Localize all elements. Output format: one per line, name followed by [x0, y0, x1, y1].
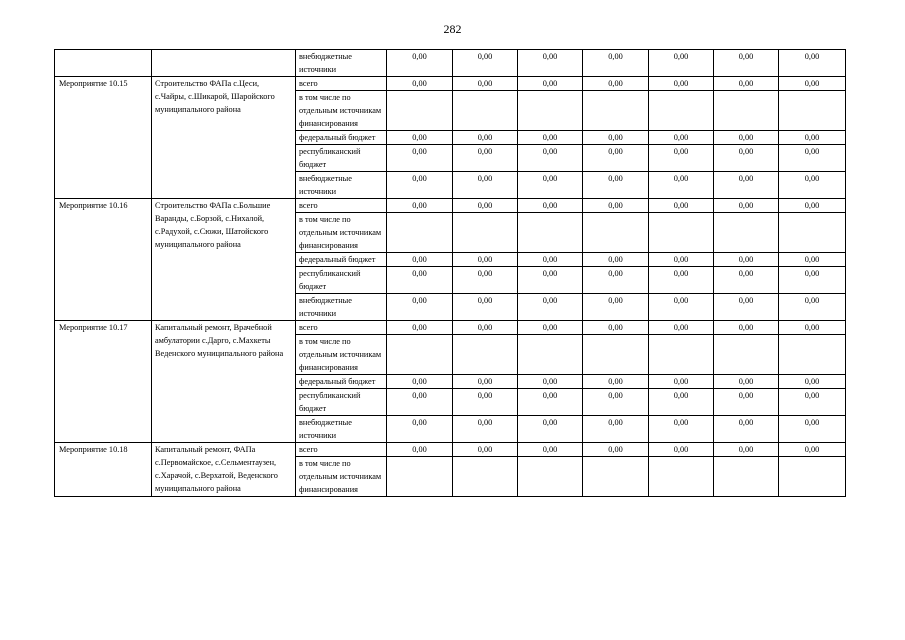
amount-cell: 0,00 — [387, 416, 453, 443]
amount-cell — [583, 457, 649, 497]
amount-cell: 0,00 — [387, 253, 453, 267]
amount-cell: 0,00 — [649, 199, 714, 213]
event-name-cell: Капитальный ремонт, Врачебной амбулатории с.Дарго, с.Махкеты Веденского муниципального района — [152, 321, 296, 443]
amount-cell — [714, 91, 779, 131]
amount-cell: 0,00 — [714, 416, 779, 443]
amount-cell: 0,00 — [583, 416, 649, 443]
amount-cell — [518, 91, 583, 131]
amount-cell: 0,00 — [453, 253, 518, 267]
amount-cell: 0,00 — [583, 172, 649, 199]
amount-cell: 0,00 — [779, 294, 846, 321]
amount-cell — [453, 335, 518, 375]
amount-cell: 0,00 — [714, 267, 779, 294]
amount-cell: 0,00 — [387, 50, 453, 77]
amount-cell: 0,00 — [387, 389, 453, 416]
amount-cell — [649, 91, 714, 131]
amount-cell: 0,00 — [779, 267, 846, 294]
amount-cell — [779, 335, 846, 375]
funding-source-cell: всего — [296, 321, 387, 335]
amount-cell: 0,00 — [453, 131, 518, 145]
amount-cell: 0,00 — [714, 131, 779, 145]
amount-cell: 0,00 — [714, 375, 779, 389]
amount-cell: 0,00 — [779, 389, 846, 416]
amount-cell: 0,00 — [583, 77, 649, 91]
amount-cell — [387, 213, 453, 253]
amount-cell: 0,00 — [779, 253, 846, 267]
amount-cell: 0,00 — [649, 416, 714, 443]
amount-cell — [387, 457, 453, 497]
amount-cell: 0,00 — [518, 267, 583, 294]
funding-source-cell: в том числе по отдельным источникам финансирования — [296, 457, 387, 497]
amount-cell: 0,00 — [387, 443, 453, 457]
amount-cell: 0,00 — [453, 416, 518, 443]
amount-cell: 0,00 — [387, 321, 453, 335]
amount-cell: 0,00 — [453, 172, 518, 199]
amount-cell — [583, 91, 649, 131]
amount-cell: 0,00 — [518, 321, 583, 335]
amount-cell — [453, 213, 518, 253]
amount-cell: 0,00 — [583, 50, 649, 77]
amount-cell: 0,00 — [649, 267, 714, 294]
amount-cell — [583, 213, 649, 253]
funding-source-cell: всего — [296, 77, 387, 91]
funding-source-cell: внебюджетные источники — [296, 294, 387, 321]
amount-cell: 0,00 — [649, 389, 714, 416]
amount-cell: 0,00 — [387, 145, 453, 172]
amount-cell: 0,00 — [518, 443, 583, 457]
amount-cell: 0,00 — [779, 416, 846, 443]
amount-cell: 0,00 — [453, 199, 518, 213]
amount-cell: 0,00 — [518, 131, 583, 145]
amount-cell: 0,00 — [518, 145, 583, 172]
amount-cell: 0,00 — [387, 199, 453, 213]
table-row — [55, 199, 846, 213]
amount-cell: 0,00 — [779, 443, 846, 457]
amount-cell: 0,00 — [714, 294, 779, 321]
amount-cell: 0,00 — [583, 267, 649, 294]
funding-source-cell: федеральный бюджет — [296, 375, 387, 389]
amount-cell: 0,00 — [583, 321, 649, 335]
amount-cell — [649, 213, 714, 253]
funding-source-cell: федеральный бюджет — [296, 131, 387, 145]
amount-cell: 0,00 — [453, 389, 518, 416]
amount-cell: 0,00 — [518, 375, 583, 389]
amount-cell: 0,00 — [779, 77, 846, 91]
funding-source-cell: в том числе по отдельным источникам финансирования — [296, 213, 387, 253]
amount-cell: 0,00 — [453, 145, 518, 172]
amount-cell — [387, 91, 453, 131]
table-row — [55, 443, 846, 457]
amount-cell — [779, 457, 846, 497]
amount-cell: 0,00 — [518, 50, 583, 77]
amount-cell — [779, 91, 846, 131]
amount-cell: 0,00 — [518, 172, 583, 199]
amount-cell: 0,00 — [649, 50, 714, 77]
amount-cell: 0,00 — [714, 253, 779, 267]
table-row — [55, 77, 846, 91]
amount-cell: 0,00 — [453, 294, 518, 321]
amount-cell: 0,00 — [518, 294, 583, 321]
amount-cell: 0,00 — [387, 172, 453, 199]
amount-cell: 0,00 — [387, 375, 453, 389]
amount-cell — [518, 213, 583, 253]
amount-cell: 0,00 — [649, 294, 714, 321]
amount-cell: 0,00 — [583, 131, 649, 145]
event-number-cell: Мероприятие 10.17 — [55, 321, 152, 443]
amount-cell: 0,00 — [453, 321, 518, 335]
event-name-cell: Строительство ФАПа с.Цеси, с.Чайры, с.Шикарой, Шаройского муниципального района — [152, 77, 296, 199]
amount-cell: 0,00 — [583, 443, 649, 457]
amount-cell: 0,00 — [649, 145, 714, 172]
event-number-cell — [55, 50, 152, 77]
amount-cell — [714, 457, 779, 497]
amount-cell: 0,00 — [649, 321, 714, 335]
funding-source-cell: федеральный бюджет — [296, 253, 387, 267]
amount-cell: 0,00 — [779, 172, 846, 199]
funding-source-cell: в том числе по отдельным источникам финансирования — [296, 91, 387, 131]
amount-cell: 0,00 — [453, 375, 518, 389]
table-row — [55, 50, 846, 77]
funding-source-cell: республиканский бюджет — [296, 267, 387, 294]
amount-cell: 0,00 — [714, 443, 779, 457]
amount-cell: 0,00 — [779, 50, 846, 77]
amount-cell: 0,00 — [714, 389, 779, 416]
amount-cell — [453, 457, 518, 497]
amount-cell: 0,00 — [714, 77, 779, 91]
table-body — [55, 50, 846, 497]
amount-cell: 0,00 — [714, 172, 779, 199]
amount-cell: 0,00 — [779, 199, 846, 213]
amount-cell: 0,00 — [714, 145, 779, 172]
amount-cell — [714, 335, 779, 375]
amount-cell — [518, 335, 583, 375]
amount-cell: 0,00 — [583, 199, 649, 213]
amount-cell: 0,00 — [649, 131, 714, 145]
amount-cell: 0,00 — [583, 375, 649, 389]
amount-cell: 0,00 — [583, 145, 649, 172]
funding-source-cell: всего — [296, 199, 387, 213]
amount-cell: 0,00 — [518, 253, 583, 267]
event-name-cell — [152, 50, 296, 77]
event-name-cell: Строительство ФАПа с.Большие Варанды, с.Борзой, с.Нихалой, с.Радухой, с.Сюжи, Шатойского муниципального района — [152, 199, 296, 321]
event-number-cell: Мероприятие 10.16 — [55, 199, 152, 321]
funding-source-cell: внебюджетные источники — [296, 416, 387, 443]
amount-cell: 0,00 — [649, 253, 714, 267]
amount-cell: 0,00 — [453, 77, 518, 91]
amount-cell — [649, 457, 714, 497]
funding-source-cell: республиканский бюджет — [296, 389, 387, 416]
amount-cell: 0,00 — [518, 199, 583, 213]
amount-cell — [714, 213, 779, 253]
amount-cell: 0,00 — [518, 416, 583, 443]
amount-cell: 0,00 — [453, 443, 518, 457]
amount-cell: 0,00 — [518, 389, 583, 416]
amount-cell: 0,00 — [649, 172, 714, 199]
amount-cell: 0,00 — [779, 131, 846, 145]
event-name-cell: Капитальный ремонт, ФАПа с.Первомайское, с.Сельментаузен, с.Харачой, с.Верхатой, Веденского муниципального района — [152, 443, 296, 497]
amount-cell — [518, 457, 583, 497]
funding-source-cell: внебюджетные источники — [296, 50, 387, 77]
amount-cell: 0,00 — [518, 77, 583, 91]
amount-cell: 0,00 — [387, 77, 453, 91]
amount-cell: 0,00 — [779, 145, 846, 172]
funding-table — [54, 49, 846, 497]
funding-source-cell: в том числе по отдельным источникам финансирования — [296, 335, 387, 375]
amount-cell: 0,00 — [779, 375, 846, 389]
amount-cell: 0,00 — [714, 321, 779, 335]
table-row — [55, 321, 846, 335]
amount-cell: 0,00 — [387, 294, 453, 321]
page-number: 282 — [443, 22, 462, 36]
amount-cell — [649, 335, 714, 375]
amount-cell: 0,00 — [583, 253, 649, 267]
amount-cell: 0,00 — [714, 50, 779, 77]
amount-cell: 0,00 — [583, 389, 649, 416]
amount-cell: 0,00 — [453, 50, 518, 77]
amount-cell: 0,00 — [649, 77, 714, 91]
amount-cell — [387, 335, 453, 375]
amount-cell: 0,00 — [714, 199, 779, 213]
funding-source-cell: республиканский бюджет — [296, 145, 387, 172]
event-number-cell: Мероприятие 10.18 — [55, 443, 152, 497]
amount-cell — [779, 213, 846, 253]
amount-cell: 0,00 — [583, 294, 649, 321]
amount-cell — [583, 335, 649, 375]
amount-cell: 0,00 — [649, 443, 714, 457]
event-number-cell: Мероприятие 10.15 — [55, 77, 152, 199]
amount-cell: 0,00 — [387, 131, 453, 145]
amount-cell: 0,00 — [387, 267, 453, 294]
amount-cell: 0,00 — [453, 267, 518, 294]
amount-cell: 0,00 — [649, 375, 714, 389]
amount-cell: 0,00 — [779, 321, 846, 335]
funding-source-cell: всего — [296, 443, 387, 457]
amount-cell — [453, 91, 518, 131]
funding-source-cell: внебюджетные источники — [296, 172, 387, 199]
